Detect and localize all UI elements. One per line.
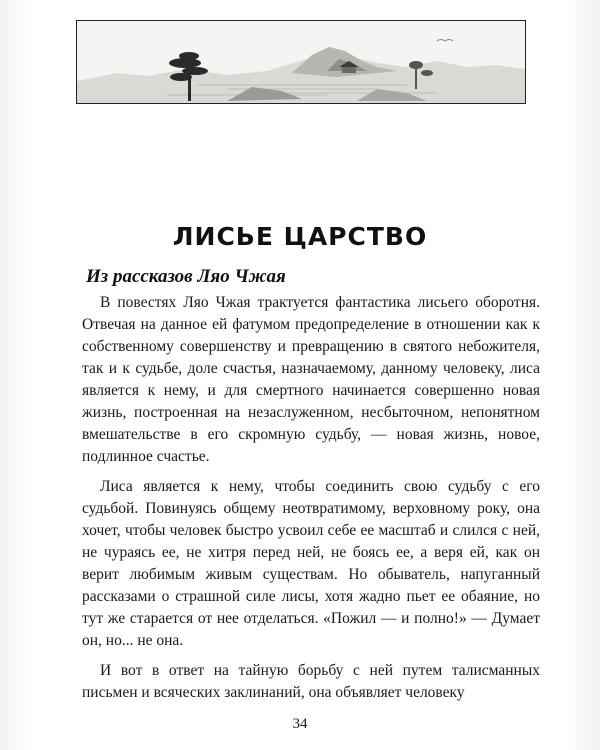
paragraph: И вот в ответ на тайную борьбу с ней путем талисманных письмен и всяческих заклинаний, она объявляет человеку [82, 662, 540, 701]
body-text [82, 292, 540, 712]
paragraph: Лиса является к нему, чтобы соединить свою судьбу с его судьбой. Повинуясь общему неотвратимому, верховному року, она хочет, чтобы человек быстро усвоил себе ее масштаб и слился с ней, не чураясь ее, не хитря перед ней, не боясь ее, а веря ей, как он верит любимым живым существам. Но обыватель, напуганный рассказами о страшной силе лисы, хотя жадно пьет ее обаяние, но тут же старается от нее отделаться. «Пожил — и полно!» — Думает он, но... не она. [82, 478, 540, 649]
chapter-title: ЛИСЬЕ ЦАРСТВО [172, 222, 428, 251]
landscape-illustration [76, 20, 526, 104]
page-number: 34 [292, 716, 308, 732]
section-title: Из рассказов Ляо Чжая [86, 266, 286, 287]
paragraph: В повестях Ляо Чжая трактуется фантастика лисьего оборотня. Отвечая на данное ей фатумом предопределение в отношении как к собственному совершенству и превращению в святого небожителя, так и к судьбе, доле счастья, назначаемому, данному человеку, лиса является к нему, и для смертного начинается совершенно новая жизнь, построенная на незаслуженном, несбыточном, непонятном вмешательстве в его скромную судьбу, — новая жизнь, новое, подлинное счастье. [82, 294, 540, 465]
landscape-ink-drawing [77, 21, 525, 103]
